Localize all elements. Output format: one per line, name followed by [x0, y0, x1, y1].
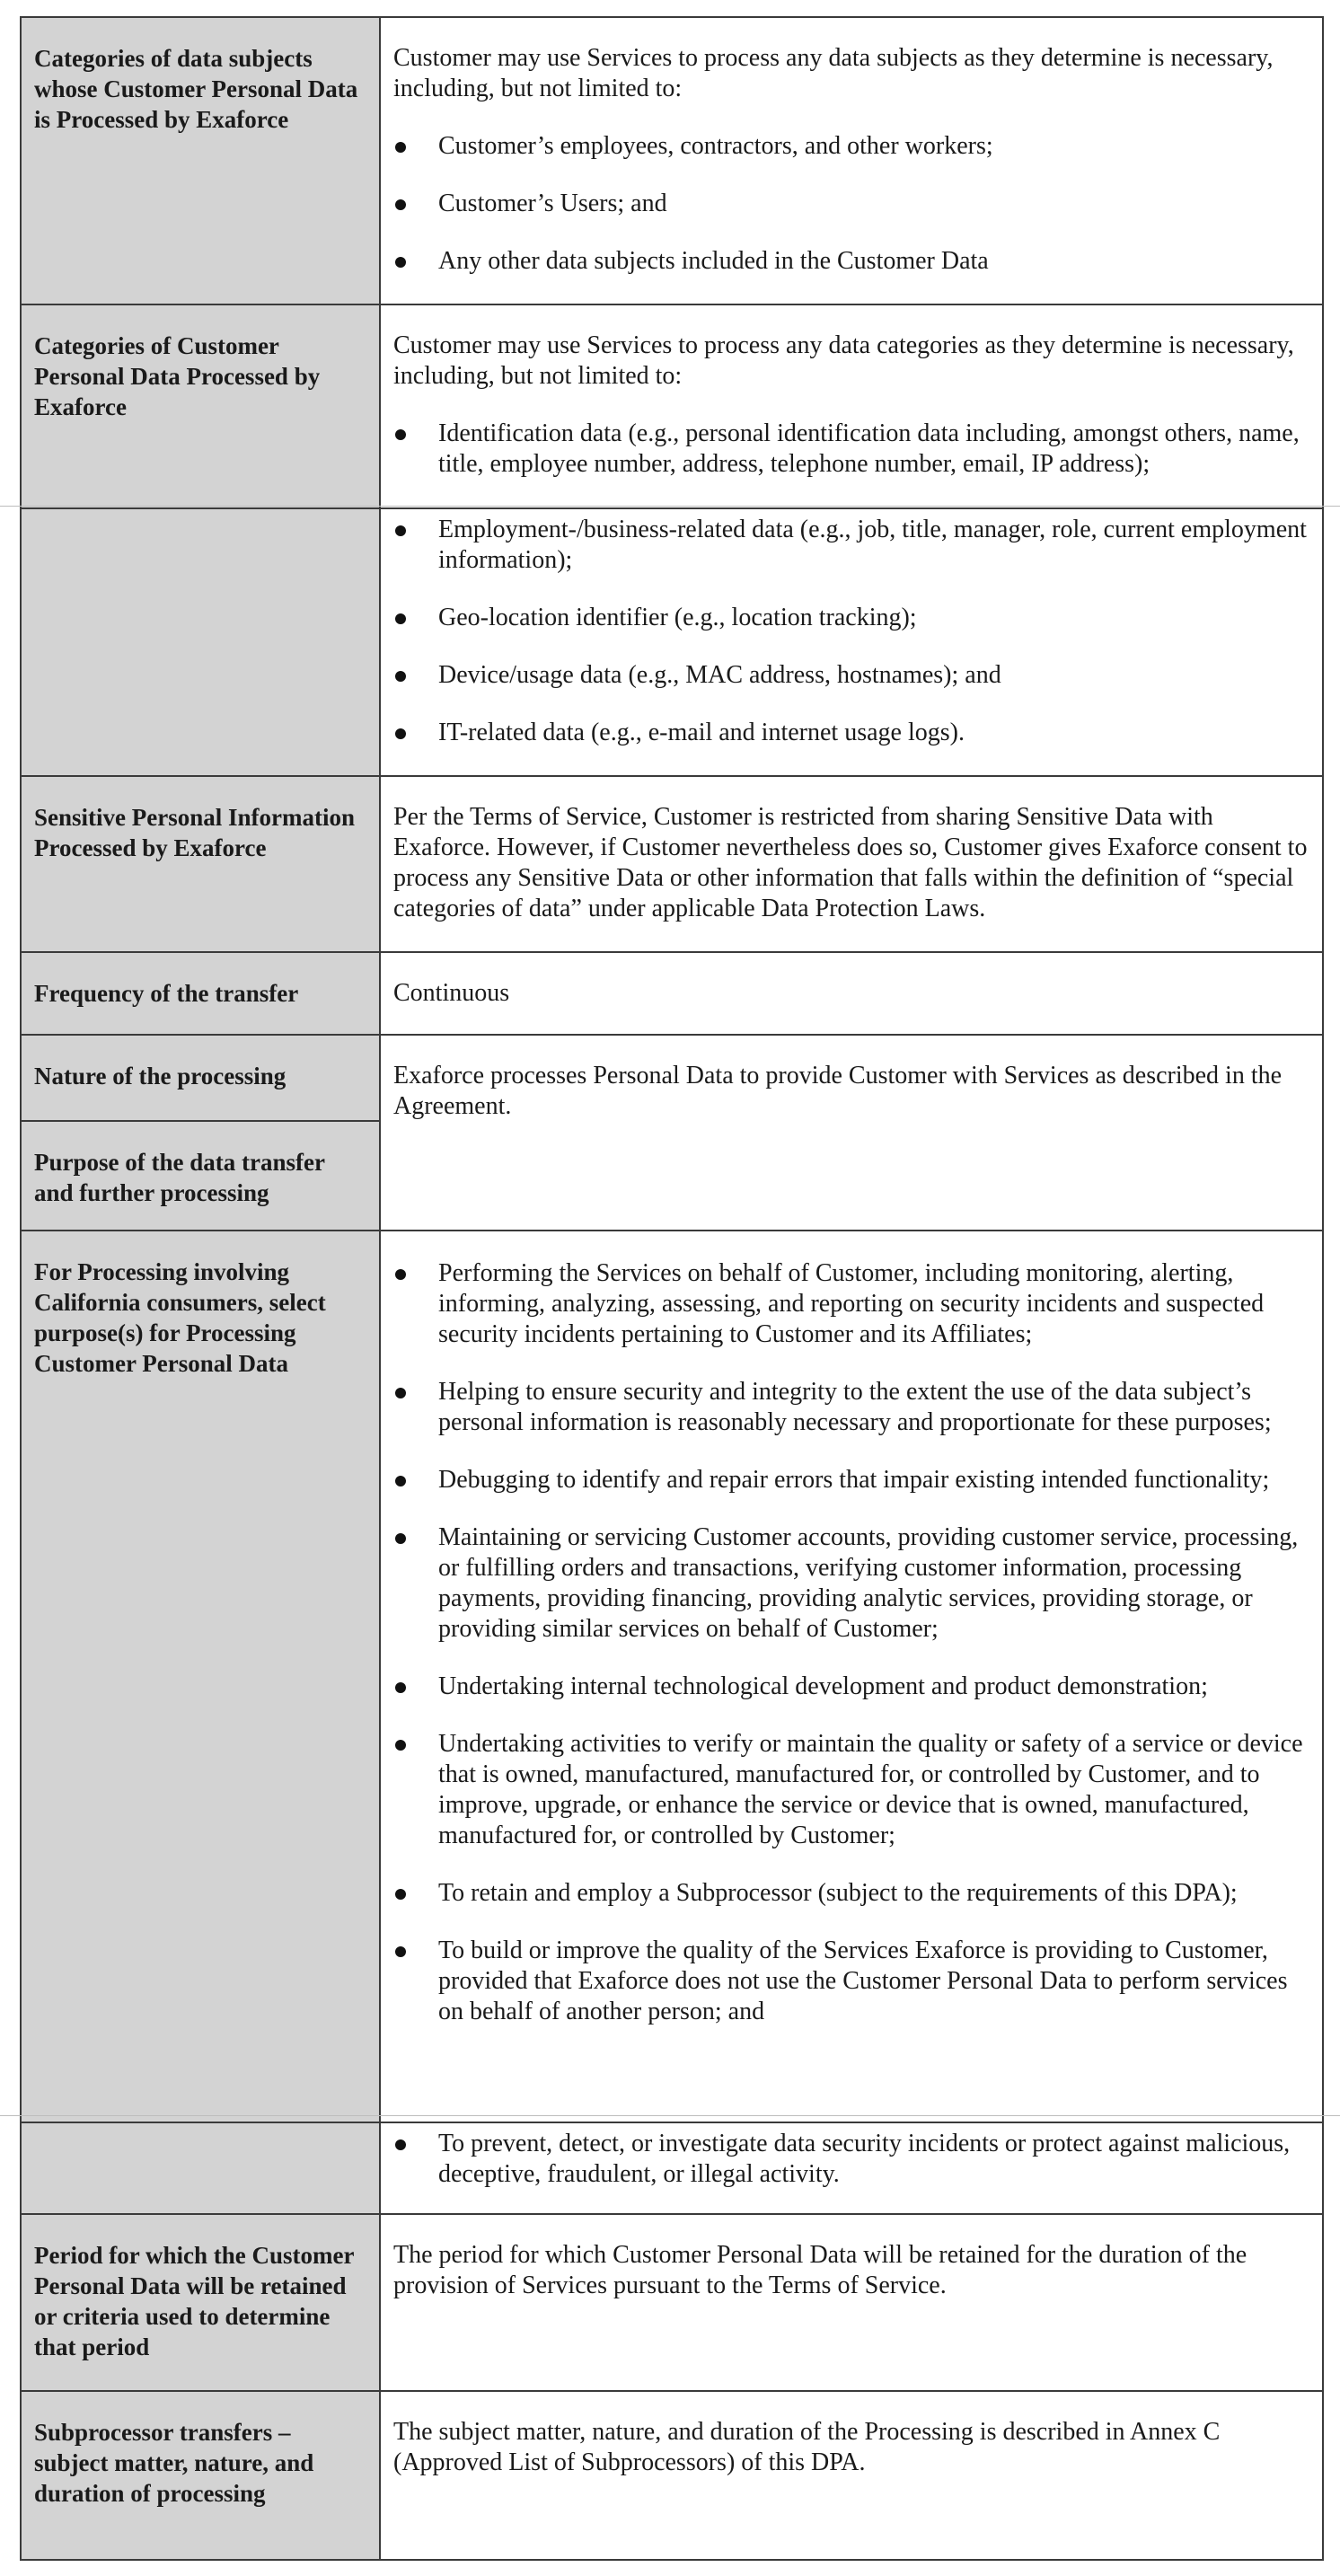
list-item: Debugging to identify and repair errors that impair existing intended functionality;	[393, 1465, 1309, 1495]
list-item: Maintaining or servicing Customer accounts, providing customer service, processing, or fulfilling orders and transactions, verifying customer information, processing payments, providing financing, providing analytic services, providing storage, or providing similar services on behalf of Customer;	[393, 1522, 1309, 1645]
bullet-icon	[395, 1269, 406, 1280]
row-text: Continuous	[393, 979, 510, 1007]
table-row	[21, 304, 1323, 508]
list-item: Customer’s employees, contractors, and other workers;	[393, 131, 1309, 162]
row-label: Categories of data subjects whose Customer Personal Data is Processed by Exaforce	[34, 45, 358, 133]
row-label-cell	[21, 952, 380, 1035]
row-intro-text: Customer may use Services to process any data subjects as they determine is necessary, including, but not limited to:	[393, 44, 1274, 102]
bullet-icon	[395, 1476, 406, 1486]
row-label: Frequency of the transfer	[34, 980, 299, 1007]
bullet-icon	[395, 613, 406, 624]
row-label-nature: Nature of the processing	[34, 1063, 287, 1090]
bullet-icon	[395, 199, 406, 210]
row-label-cell	[21, 1035, 380, 1231]
list-item: To build or improve the quality of the Services Exaforce is providing to Customer, provided that Exaforce does not use the Customer Personal Data to perform services on behalf of another person; and	[393, 1936, 1309, 2027]
bullet-list	[381, 1231, 1322, 2027]
table-row	[21, 2391, 1323, 2560]
bullet-icon	[395, 671, 406, 682]
list-item: Any other data subjects included in the Customer Data	[393, 246, 1309, 277]
list-item: Identification data (e.g., personal identification data including, amongst others, name, title, employee number, address, telephone number, email, IP address);	[393, 419, 1309, 480]
table-row	[21, 2122, 1323, 2214]
row-content-cell	[380, 2122, 1323, 2214]
row-content-cell	[380, 2214, 1323, 2391]
row-content-cell	[380, 776, 1323, 952]
bullet-icon	[395, 142, 406, 153]
row-content-cell	[380, 2391, 1323, 2560]
list-item: Helping to ensure security and integrity to the extent the use of the data subject’s personal information is reasonably necessary and proportionate for these purposes;	[393, 1377, 1309, 1438]
row-label-cell	[21, 304, 380, 508]
list-item: IT-related data (e.g., e-mail and internet usage logs).	[393, 718, 1309, 748]
row-label-cell	[21, 2214, 380, 2391]
bullet-icon	[395, 1946, 406, 1957]
row-label-cell-empty	[21, 2122, 380, 2214]
bullet-list	[381, 509, 1322, 748]
bullet-icon	[395, 429, 406, 440]
processing-details-table	[20, 16, 1324, 2561]
table-row	[21, 2214, 1323, 2391]
bullet-icon	[395, 1388, 406, 1398]
row-label-purpose: Purpose of the data transfer and further processing	[34, 1149, 325, 1206]
row-content-cell	[380, 1231, 1323, 2122]
bullet-icon	[395, 1533, 406, 1544]
row-text: The period for which Customer Personal Data will be retained for the duration of the provision of Services pursuant to the Terms of Service.	[393, 2241, 1247, 2299]
table-row	[21, 952, 1323, 1035]
bullet-list	[381, 2123, 1322, 2190]
bullet-icon	[395, 1740, 406, 1751]
row-text: Per the Terms of Service, Customer is restricted from sharing Sensitive Data with Exaforce. However, if Customer nevertheless does so, Customer gives Exaforce consent to process any Sensitive Data or other information that falls within the definition of “special categories of data” under applicable Data Protection Laws.	[393, 803, 1308, 922]
row-label-cell	[21, 776, 380, 952]
row-label-cell-empty	[21, 508, 380, 776]
row-label: Sensitive Personal Information Processed by Exaforce	[34, 804, 355, 861]
row-label-cell	[21, 2391, 380, 2560]
bullet-icon	[395, 1682, 406, 1693]
list-item: To retain and employ a Subprocessor (subject to the requirements of this DPA);	[393, 1878, 1309, 1909]
row-content-cell	[380, 17, 1323, 304]
page-break-line	[0, 506, 1340, 507]
row-content-cell	[380, 1035, 1323, 1231]
list-item: Undertaking activities to verify or maintain the quality or safety of a service or device that is owned, manufactured, manufactured for, or controlled by Customer, and to improve, upgrade, or enhance the service or device that is owned, manufactured, manufactured for, or controlled by Customer;	[393, 1729, 1309, 1851]
row-label: For Processing involving California consumers, select purpose(s) for Processing Customer Personal Data	[34, 1258, 326, 1377]
list-item: Customer’s Users; and	[393, 189, 1309, 219]
table-row	[21, 508, 1323, 776]
bullet-icon	[395, 1889, 406, 1900]
list-item: Performing the Services on behalf of Customer, including monitoring, alerting, informing, analyzing, assessing, and reporting on security incidents and suspected security incidents pertaining to Customer and its Affiliates;	[393, 1258, 1309, 1350]
bullet-list	[381, 131, 1322, 277]
row-intro-text: Customer may use Services to process any data categories as they determine is necessary, including, but not limited to:	[393, 331, 1294, 390]
list-item: Employment-/business-related data (e.g., job, title, manager, role, current employment information);	[393, 515, 1309, 576]
row-label: Subprocessor transfers – subject matter, nature, and duration of processing	[34, 2419, 314, 2507]
bullet-icon	[395, 257, 406, 268]
table-row	[21, 1231, 1323, 2122]
row-label: Categories of Customer Personal Data Processed by Exaforce	[34, 332, 321, 420]
row-content-cell	[380, 304, 1323, 508]
list-item: To prevent, detect, or investigate data security incidents or protect against malicious, deceptive, fraudulent, or illegal activity.	[393, 2129, 1309, 2190]
row-content-cell	[380, 952, 1323, 1035]
row-text: Exaforce processes Personal Data to provide Customer with Services as described in the Agreement.	[393, 1062, 1283, 1120]
row-label-cell	[21, 17, 380, 304]
bullet-list	[381, 419, 1322, 480]
table-row	[21, 776, 1323, 952]
bullet-icon	[395, 728, 406, 739]
page-break-line	[0, 2115, 1340, 2116]
list-item: Geo-location identifier (e.g., location tracking);	[393, 603, 1309, 633]
row-label: Period for which the Customer Personal Data will be retained or criteria used to determine that period	[34, 2242, 354, 2360]
list-item: Device/usage data (e.g., MAC address, hostnames); and	[393, 660, 1309, 691]
bullet-icon	[395, 2139, 406, 2150]
bullet-icon	[395, 525, 406, 536]
row-label-cell	[21, 1231, 380, 2122]
row-text: The subject matter, nature, and duration of the Processing is described in Annex C (Approved List of Subprocessors) of this DPA.	[393, 2418, 1221, 2476]
list-item: Undertaking internal technological development and product demonstration;	[393, 1672, 1309, 1702]
table-row	[21, 1035, 1323, 1231]
row-content-cell	[380, 508, 1323, 776]
table-row	[21, 17, 1323, 304]
